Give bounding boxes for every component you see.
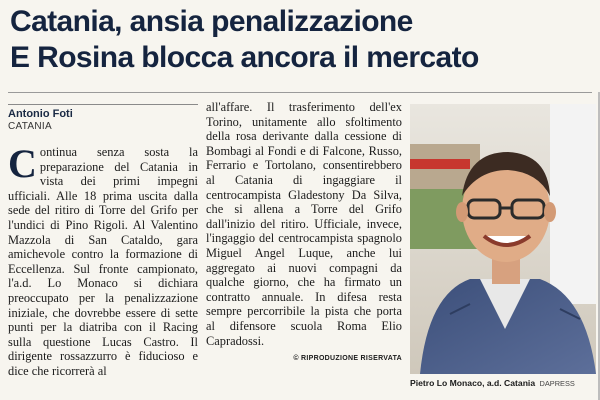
byline-place: CATANIA [8,121,52,132]
photo-caption [410,378,596,388]
headline-line-1: Catania, ansia penalizzazione [10,5,413,38]
headline-line-2: E Rosina blocca ancora il mercato [10,41,479,74]
article-column-2 [206,100,402,367]
article-text-col1: ontinua senza sosta la preparazione del Catania in vista dei primi impegni ufficiali. Alle 18 prima uscita dalla sede del ritiro di Torre del Grifo per l'undici di Pino Rigoli. Al Valentino Mazzola di San Cataldo, gara amichevole contro la formazione di Eccellenza. Sul fronte campionato, l'a.d. Lo Monaco si dichiara preoccupato per la penalizzazione iniziale, che dovrebbe essere di sette punti per la diatriba con il Racing sulla questione Lucas Castro. Il dirigente rossazzurro è fiducioso e dice che ricorrerà al [8,145,198,378]
drop-cap: C [8,141,37,186]
portrait-image [410,104,596,374]
photo-credit: DAPRESS [539,379,575,388]
photo-lo-monaco [410,104,596,374]
byline-rule [8,104,198,105]
article-paragraph-1 [8,141,198,379]
article-column-1 [8,104,198,379]
byline-author: Antonio Foti [8,108,73,120]
top-rule [8,92,592,93]
caption-text: Pietro Lo Monaco, a.d. Catania [410,378,536,388]
article-text-col2: all'affare. Il trasferimento dell'ex Torino, unitamente allo sfoltimento della rosa derivante dalla cessione di Bombagi al Fondi e di Falcone, Russo, Ferrario e Tortolano, consentirebbero al Catania di ingaggiare il centrocampista Gladestony Da Silva, che si allena a Torre del Grifo dall'inizio del ritiro. Ufficiale, invece, l'ingaggio del centrocampista spagnolo Miguel Angel Luque, anche lui aggregato ai nuovi compagni da qualche giorno, che ha firmato un contratto annuale. In difesa resta sempre percorribile la pista che porta al difensore scuola Roma Elio Capradossi. [206,100,402,348]
headline [10,4,595,76]
copyright-notice: © RIPRODUZIONE RISERVATA [293,355,402,363]
